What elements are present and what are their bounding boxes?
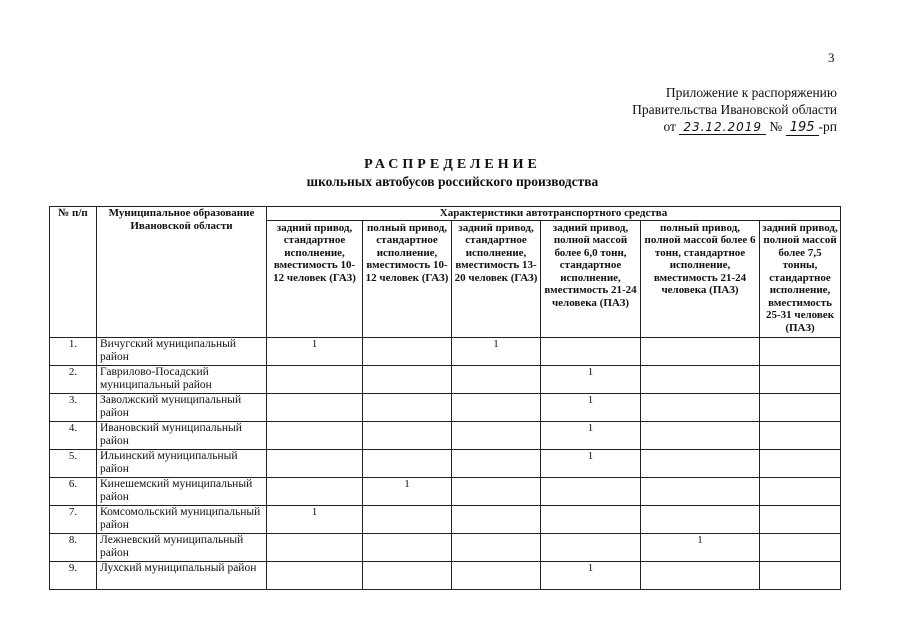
row-value-col-5	[641, 561, 760, 589]
row-value-col-5	[641, 365, 760, 393]
appendix-line-3	[632, 118, 837, 136]
row-value-col-6	[760, 533, 841, 561]
row-value-col-4	[541, 449, 641, 477]
row-value-col-1	[267, 477, 363, 505]
row-value-col-3	[452, 337, 541, 365]
distribution-table	[49, 206, 841, 590]
table-row	[50, 505, 841, 533]
row-value-col-5	[641, 505, 760, 533]
row-value-col-1	[267, 393, 363, 421]
row-value-col-2	[363, 337, 452, 365]
header-column-6: задний привод, полной массой более 7,5 тонны, стандартное исполнение, вместимость 25-31 человек (ПАЗ)	[760, 220, 841, 337]
row-municipality: Вичугский муниципальный район	[97, 337, 267, 365]
cell-value: 1	[493, 337, 499, 350]
appendix-block	[632, 84, 837, 136]
table-row	[50, 393, 841, 421]
appendix-from-label: от	[663, 119, 676, 134]
row-value-col-3	[452, 449, 541, 477]
row-value-col-6	[760, 421, 841, 449]
row-value-col-4	[541, 533, 641, 561]
row-value-col-1	[267, 421, 363, 449]
row-value-col-6	[760, 449, 841, 477]
cell-value: 1	[587, 365, 594, 378]
appendix-line-2: Правительства Ивановской области	[632, 102, 837, 117]
header-municipality: Муниципальное образование Ивановской области	[97, 207, 267, 338]
row-value-col-3	[452, 561, 541, 589]
table-row	[50, 449, 841, 477]
row-municipality: Ильинский муниципальный район	[97, 449, 267, 477]
row-value-col-6	[760, 505, 841, 533]
row-value-col-2	[363, 365, 452, 393]
row-value-col-2	[363, 421, 452, 449]
row-value-col-1	[267, 365, 363, 393]
row-value-col-4	[541, 337, 641, 365]
row-number: 1.	[50, 337, 97, 365]
row-municipality: Заволжский муниципальный район	[97, 393, 267, 421]
row-value-col-2	[363, 533, 452, 561]
row-value-col-1	[267, 505, 363, 533]
row-value-col-2	[363, 393, 452, 421]
row-number: 7.	[50, 505, 97, 533]
cell-value: 1	[587, 393, 594, 406]
cell-value: 1	[404, 477, 410, 490]
row-number: 4.	[50, 421, 97, 449]
header-num: № п/п	[50, 207, 97, 338]
row-value-col-1	[267, 449, 363, 477]
appendix-number-label: №	[769, 119, 783, 134]
table-row	[50, 561, 841, 589]
table-row	[50, 477, 841, 505]
table-row	[50, 337, 841, 365]
header-column-2: полный привод, стандартное исполнение, вместимость 10-12 человек (ГАЗ)	[363, 220, 452, 337]
row-number: 9.	[50, 561, 97, 589]
row-value-col-5	[641, 337, 760, 365]
row-value-col-6	[760, 561, 841, 589]
header-column-1: задний привод, стандартное исполнение, вместимость 10-12 человек (ГАЗ)	[267, 220, 363, 337]
header-column-5: полный привод, полной массой более 6 тонн, стандартное исполнение, вместимость 21-24 человека (ПАЗ)	[641, 220, 760, 337]
row-value-col-3	[452, 421, 541, 449]
row-number: 2.	[50, 365, 97, 393]
document-subtitle: школьных автобусов российского производства	[306, 174, 599, 189]
row-value-col-4	[541, 477, 641, 505]
row-value-col-6	[760, 477, 841, 505]
row-value-col-2	[363, 505, 452, 533]
page-number: 3	[828, 50, 835, 65]
row-value-col-5	[641, 393, 760, 421]
row-value-col-6	[760, 393, 841, 421]
row-number: 8.	[50, 533, 97, 561]
cell-value: 1	[311, 337, 318, 350]
row-value-col-4	[541, 505, 641, 533]
row-value-col-3	[452, 505, 541, 533]
row-value-col-4	[541, 393, 641, 421]
row-value-col-5	[641, 533, 760, 561]
table-row	[50, 533, 841, 561]
row-municipality: Кинешемский муниципальный район	[97, 477, 267, 505]
cell-value: 1	[587, 561, 594, 574]
row-value-col-2	[363, 477, 452, 505]
row-number: 3.	[50, 393, 97, 421]
table-row	[50, 365, 841, 393]
row-municipality: Комсомольский муниципальный район	[97, 505, 267, 533]
cell-value: 1	[697, 533, 703, 546]
row-value-col-2	[363, 449, 452, 477]
row-value-col-4	[541, 561, 641, 589]
row-value-col-3	[452, 477, 541, 505]
row-municipality: Лухский муниципальный район	[97, 561, 267, 589]
cell-value: 1	[587, 421, 594, 434]
row-value-col-2	[363, 561, 452, 589]
header-column-3: задний привод, стандартное исполнение, вместимость 13-20 человек (ГАЗ)	[452, 220, 541, 337]
appendix-line-1: Приложение к распоряжению	[665, 85, 837, 100]
row-value-col-4	[541, 421, 641, 449]
row-value-col-3	[452, 393, 541, 421]
cell-value: 1	[311, 505, 318, 518]
appendix-number: 195	[786, 121, 819, 136]
row-value-col-3	[452, 533, 541, 561]
row-value-col-3	[452, 365, 541, 393]
row-number: 6.	[50, 477, 97, 505]
row-municipality: Лежневский муниципальный район	[97, 533, 267, 561]
document-title: РАСПРЕДЕЛЕНИЕ	[364, 157, 541, 172]
row-value-col-5	[641, 477, 760, 505]
table-row	[50, 421, 841, 449]
header-column-4: задний привод, полной массой более 6,0 тонн, стандартное исполнение, вместимость 21-24 человека (ПАЗ)	[541, 220, 641, 337]
row-value-col-4	[541, 365, 641, 393]
row-municipality: Ивановский муниципальный район	[97, 421, 267, 449]
row-value-col-1	[267, 533, 363, 561]
row-number: 5.	[50, 449, 97, 477]
row-value-col-5	[641, 421, 760, 449]
appendix-suffix: -рп	[818, 119, 837, 134]
row-municipality: Гаврилово-Посадский муниципальный район	[97, 365, 267, 393]
row-value-col-5	[641, 449, 760, 477]
row-value-col-1	[267, 561, 363, 589]
appendix-date: 23.12.2019	[679, 120, 766, 135]
row-value-col-6	[760, 337, 841, 365]
header-characteristics: Характеристики автотранспортного средства	[267, 207, 841, 221]
row-value-col-6	[760, 365, 841, 393]
row-value-col-1	[267, 337, 363, 365]
cell-value: 1	[587, 449, 594, 462]
